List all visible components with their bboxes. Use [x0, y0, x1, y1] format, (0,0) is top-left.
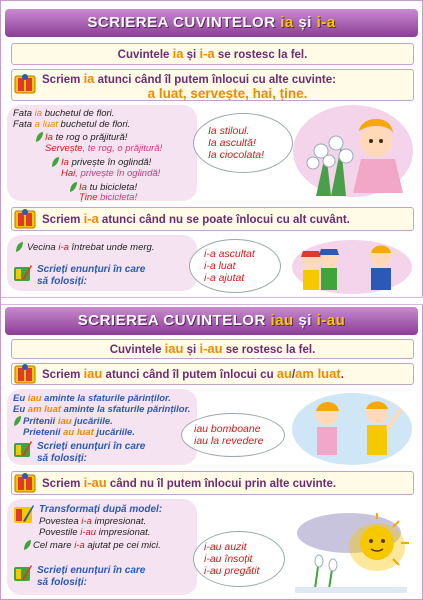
ex-pre: Cel mare	[33, 540, 75, 551]
book-icon	[14, 208, 36, 230]
ex-hl: iau	[27, 393, 42, 404]
intro-mid: și	[183, 49, 200, 61]
section2-banner	[5, 307, 418, 335]
ex-hl: Ia	[79, 182, 87, 193]
rule2-word: i-a	[83, 211, 99, 226]
rule1-post: atunci când îl putem înlocui cu alte cuvinte:	[94, 74, 336, 86]
ex-post: întrebat unde merg.	[68, 242, 155, 253]
rule2-post: atunci când nu se poate înlocui cu alt cuvânt.	[98, 214, 350, 226]
book-icon	[14, 363, 36, 385]
example2-line	[27, 242, 154, 253]
task-line: Scrieți enunțuri în care	[37, 565, 146, 576]
book-icon	[14, 73, 36, 95]
ex-hl: iau	[57, 416, 72, 427]
ex-pre: Fata	[13, 119, 35, 130]
ex-pre: Fata	[13, 108, 35, 119]
example-line	[61, 168, 160, 179]
example-line	[45, 143, 162, 154]
section1-rule1	[11, 69, 414, 101]
ex-hl: au luat	[63, 427, 94, 438]
ex-hl: Ia	[61, 157, 69, 168]
ex-pre: Vecina	[27, 242, 59, 253]
bubble-line: Ia ciocolata!	[208, 149, 265, 161]
ex-post: tu bicicleta!	[86, 182, 138, 193]
leaf-icon	[13, 415, 22, 427]
bubble-line: i-au pregătit	[204, 565, 260, 577]
bubble-line: i-a ajutat	[204, 272, 245, 284]
intro-mid: și	[183, 344, 200, 356]
intro-word-b: i-a	[199, 46, 215, 61]
leaf-icon	[51, 156, 60, 168]
rule1-alt2: am luat	[295, 366, 341, 381]
ex-post: aminte la sfaturile părinților.	[61, 404, 191, 415]
pencil-book-icon	[13, 563, 33, 583]
section2-rule2	[11, 471, 414, 495]
rule1-sep: /	[291, 369, 296, 381]
pencil-book-icon	[13, 503, 35, 525]
transform-title: Transformați după model:	[39, 504, 163, 515]
example-line	[13, 393, 171, 404]
example-line	[61, 157, 151, 168]
ex-pre: Povestea	[39, 516, 82, 527]
ex-pre: Pritenii	[23, 416, 58, 427]
ex-post: aminte la sfaturile părinților.	[41, 393, 171, 404]
rule1-pre: Scriem	[42, 74, 84, 86]
ex-post: jucăriile.	[71, 416, 113, 427]
ex-post: , te rog, o prăjitură!	[82, 143, 163, 154]
section2-intro	[11, 339, 414, 359]
bubble-line: i-au auzit	[204, 541, 247, 553]
ex-hl: i-a	[58, 242, 69, 253]
task-line: să folosiți:	[37, 577, 88, 588]
kids-illustration	[289, 235, 415, 295]
banner-word-b: i-a	[316, 14, 336, 31]
banner-text-mid: și	[293, 312, 317, 329]
leaf-icon	[69, 181, 78, 193]
rule1-post: atunci când îl putem înlocui cu	[102, 369, 277, 381]
ex-pre: Eu	[13, 393, 28, 404]
section2-task	[37, 441, 145, 465]
rule1-replacements: a luat, servește, hai, ține.	[147, 86, 308, 101]
rule1-pre: Scriem	[42, 369, 84, 381]
banner-text: SCRIEREA CUVINTELOR	[87, 14, 281, 31]
rule1-end: .	[340, 369, 344, 381]
ex-hl: i-a	[74, 540, 85, 551]
banner-word-a: iau	[270, 312, 294, 329]
ex-hl: Ține	[79, 192, 98, 203]
ex-hl: i-au	[80, 527, 97, 538]
section1-bubble2	[189, 239, 281, 293]
ex-post: bicicleta!	[97, 192, 138, 203]
ex-hl: i-a	[81, 516, 92, 527]
intro-word-a: ia	[172, 46, 184, 61]
ex-hl: Ia	[45, 132, 53, 143]
intro-word-b: i-au	[199, 341, 223, 356]
leaf-icon	[15, 241, 24, 253]
bubble-line: Ia stiloul.	[208, 125, 250, 137]
intro-text: Cuvintele	[117, 49, 173, 61]
rule2-pre: Scriem	[42, 214, 84, 226]
bubble-line: i-a ascultat	[204, 248, 255, 260]
book-icon	[14, 472, 36, 494]
bubble-line: i-a luat	[204, 260, 236, 272]
ex-hl: a luat	[34, 119, 58, 130]
section2-rule1	[11, 363, 414, 385]
girl-flowers-illustration	[291, 101, 416, 201]
transform-line	[39, 516, 146, 527]
section2-bubble	[181, 413, 285, 457]
example-line	[23, 427, 135, 438]
sun-snowdrops-illustration	[285, 499, 417, 595]
ex-hl: Hai	[61, 168, 76, 179]
task-line: Scrieți enunțuri în care	[37, 441, 146, 452]
ex-post: privește în oglindă!	[68, 157, 152, 168]
ex-post: , privește în oglindă!	[75, 168, 161, 179]
section1-intro	[11, 43, 414, 65]
ex-post: buchetul de flori.	[57, 119, 131, 130]
intro-post: se rostesc la fel.	[222, 344, 316, 356]
bubble-line: iau la revedere	[194, 435, 264, 447]
ex-pre: Prietenii	[23, 427, 64, 438]
transform-line	[39, 527, 150, 538]
bubble-line: iau bomboane	[194, 423, 261, 435]
task-line: să folosiți:	[37, 453, 88, 464]
divider	[1, 297, 423, 305]
rule1-alt1: au	[276, 366, 292, 381]
pencil-book-icon	[13, 263, 33, 283]
transform-line	[33, 540, 161, 551]
example-line	[13, 119, 130, 130]
banner-word-b: i-au	[316, 312, 346, 329]
ex-post: impresionat.	[91, 516, 147, 527]
example-line	[45, 132, 127, 143]
section1-task	[37, 264, 145, 288]
leaf-icon	[23, 539, 32, 551]
example-line	[79, 192, 137, 203]
ex-hl: am luat	[27, 404, 62, 415]
example-line	[13, 404, 190, 415]
rule2-pre: Scriem	[42, 478, 84, 490]
leaf-icon	[35, 131, 44, 143]
ex-post: ajutat pe cei mici.	[84, 540, 161, 551]
section2-bubble2	[193, 531, 285, 587]
task-line: Scrieți enunțuri în care	[37, 264, 146, 275]
example-line	[13, 108, 114, 119]
ex-post: te rog o prăjitură!	[52, 132, 128, 143]
bubble-line: i-au însoțit	[204, 553, 253, 565]
intro-word-a: iau	[164, 341, 184, 356]
banner-text-mid: și	[293, 14, 317, 31]
intro-text: Cuvintele	[109, 344, 165, 356]
section2-task2	[37, 565, 145, 589]
bubble-line: Ia ascultă!	[208, 137, 256, 149]
example-line	[23, 416, 113, 427]
banner-word-a: ia	[280, 14, 294, 31]
ex-pre: Povestile	[39, 527, 81, 538]
waving-kids-illustration	[289, 389, 415, 467]
ex-hl: ia	[34, 108, 43, 119]
rule1-word: iau	[83, 366, 103, 381]
banner-text: SCRIEREA CUVINTELOR	[77, 312, 271, 329]
intro-post: se rostesc la fel.	[214, 49, 308, 61]
pencil-book-icon	[13, 439, 33, 459]
ex-post: jucăriile.	[93, 427, 135, 438]
rule2-post: când nu îl putem înlocui prin alte cuvinte.	[106, 478, 337, 490]
section1-rule2	[11, 207, 414, 231]
ex-post: buchetul de flori.	[42, 108, 115, 119]
ex-hl: Servește	[45, 143, 83, 154]
ex-post: impresionat.	[96, 527, 151, 538]
section1-bubble	[193, 113, 293, 173]
ex-pre: Eu	[13, 404, 28, 415]
section1-banner	[5, 9, 418, 37]
rule1-word: ia	[83, 71, 95, 86]
rule2-word: i-au	[83, 475, 107, 490]
task-line: să folosiți:	[37, 276, 88, 287]
